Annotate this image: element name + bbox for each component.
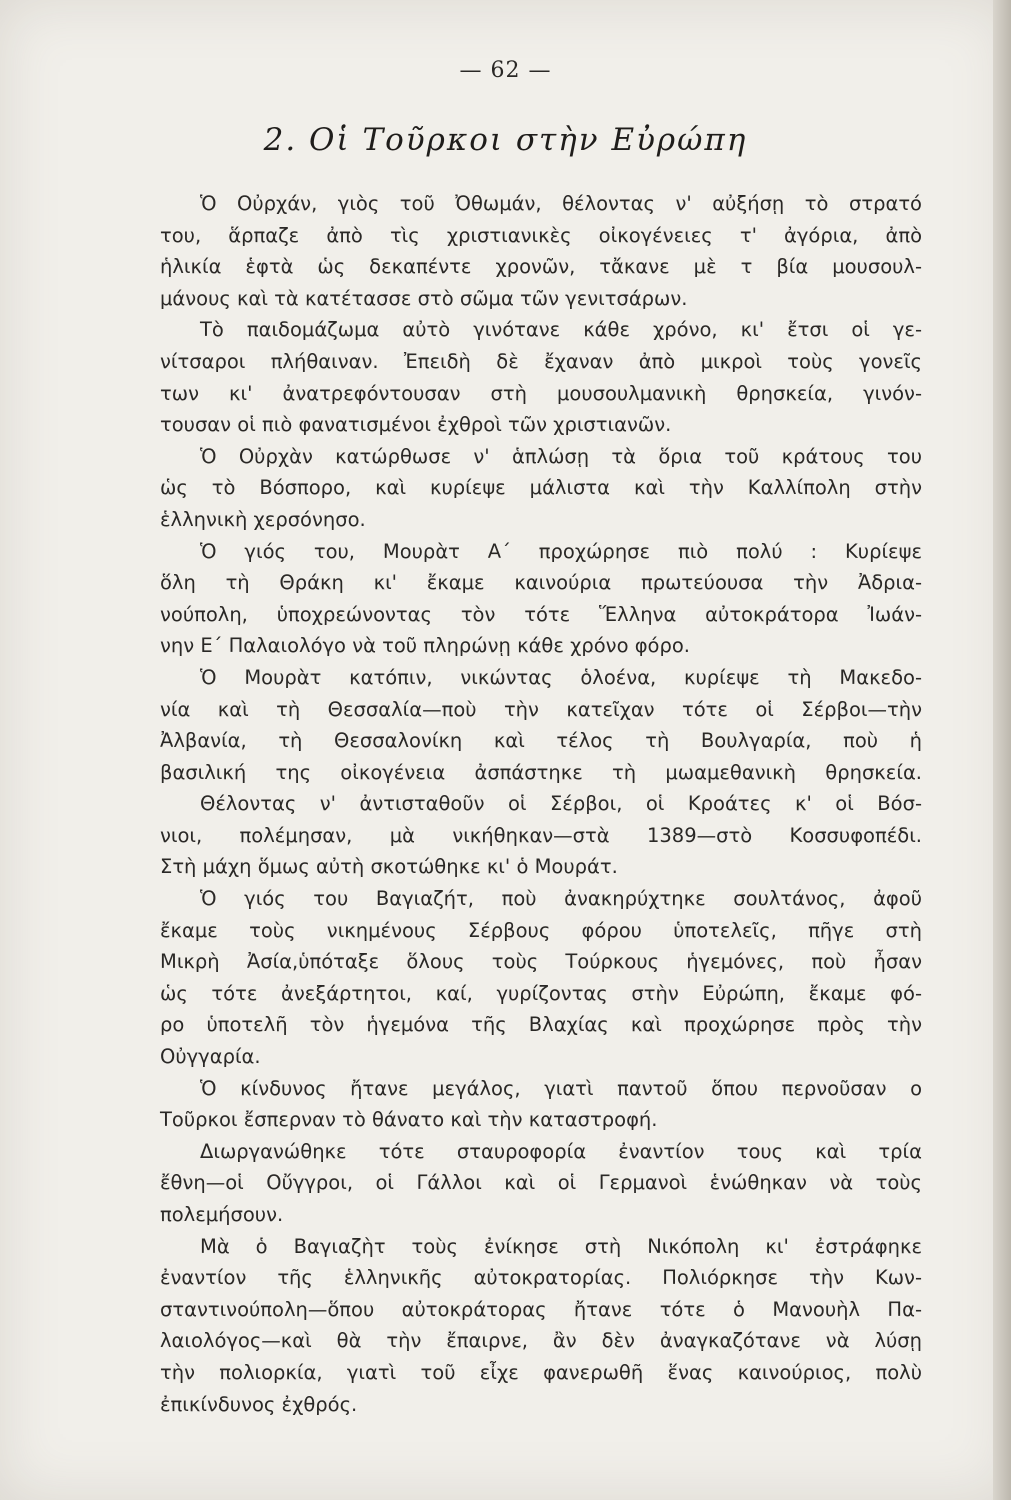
text-line: Τὸ παιδομάζωμα αὐτὸ γινότανε κάθε χρόνο, κι' ἔτσι οἱ γε- [200,318,922,342]
text-line: νην Ε΄ Παλαιολόγο νὰ τοῦ πληρώνῃ κάθε χρόνο φόρο. [160,634,690,658]
text-line: Ὁ Οὐρχάν, γιὸς τοῦ Ὀθωμάν, θέλοντας ν' αὐξήσῃ τὸ στρατό [200,192,922,215]
text-line: βασιλική της οἰκογένεια ἀσπάστηκε τὴ μωαμεθανικὴ θρησκεία. [160,760,922,784]
text-line: ἐπικίνδυνος ἐχθρός. [160,1392,358,1416]
text-line: των κι' ἀνατρεφόντουσαν στὴ μουσουλμανικὴ θρησκεία, γινόν- [160,381,922,405]
text-line: ὡς τὸ Βόσπορο, καὶ κυρίεψε μάλιστα καὶ τὴν Καλλίπολη στὴν [160,476,922,500]
text-line: ἐναντίον τῆς ἑλληνικῆς αὐτοκρατορίας. Πολιόρκησε τὴν Κων- [160,1266,922,1290]
text-line: ἑλληνικὴ χερσόνησο. [160,507,366,531]
text-line: τουσαν οἱ πιὸ φανατισμένοι ἐχθροὶ τῶν χριστιανῶν. [160,413,672,437]
text-line: Οὐγγαρία. [160,1045,261,1069]
text-line: μάνους καὶ τὰ κατέτασσε στὸ σῶμα τῶν γενιτσάρων. [160,286,688,310]
chapter-title: 2. Οἱ Τοῦρκοι στὴν Εὐρώπη [263,122,748,158]
body-text [160,188,922,1420]
text-line: ἡλικία ἑφτὰ ὡς δεκαπέντε χρονῶν, τἄκανε μὲ τ βία μουσουλ- [160,255,922,279]
text-line: Μικρὴ Ἀσία,ὑπόταξε ὅλους τοὺς Τούρκους ἡγεμόνες, ποὺ ἦσαν [160,950,922,974]
text-line: Μὰ ὁ Βαγιαζὴτ τοὺς ἐνίκησε στὴ Νικόπολη κι' ἐστράφηκε [200,1234,922,1258]
text-line: νιοι, πολέμησαν, μὰ νικήθηκαν—στὰ 1389—στὸ Κοσσυφοπέδι. [160,823,922,847]
text-line: Θέλοντας ν' ἀντισταθοῦν οἱ Σέρβοι, οἱ Κροάτες κ' οἱ Βόσ- [200,792,922,816]
text-line: Διωργανώθηκε τότε σταυροφορία ἐναντίον τους καὶ τρία [200,1139,922,1163]
text-line: σταντινούπολη—ὅπου αὐτοκράτορας ἤτανε τότε ὁ Μανουὴλ Πα- [160,1297,922,1321]
text-line: ὅλη τὴ Θράκη κι' ἔκαμε καινούρια πρωτεύουσα τὴν Ἀδρια- [160,571,922,595]
text-line: Ὁ Μουρὰτ κατόπιν, νικώντας ὁλοένα, κυρίεψε τὴ Μακεδο- [200,665,922,689]
text-line: νούπολη, ὑποχρεώνοντας τὸν τότε Ἕλληνα αὐτοκράτορα Ἰωάν- [160,602,922,626]
text-line: ἔθνη—οἱ Οὔγγροι, οἱ Γάλλοι καὶ οἱ Γερμανοὶ ἑνώθηκαν νὰ τοὺς [160,1171,922,1195]
text-line: νία καὶ τὴ Θεσσαλία—ποὺ τὴν κατεῖχαν τότε οἱ Σέρβοι—τὴν [160,697,922,721]
text-line: Ὁ Οὐρχὰν κατώρθωσε ν' ἁπλώσῃ τὰ ὅρια τοῦ κράτους του [200,444,922,468]
text-line: Ὁ γιός του, Μουρὰτ Α΄ προχώρησε πιὸ πολύ : Κυρίεψε [200,539,922,563]
text-line: πολεμήσουν. [160,1203,284,1226]
text-line: λαιολόγος—καὶ θὰ τὴν ἔπαιρνε, ἂν δὲν ἀναγκαζότανε νὰ λύσῃ [160,1329,922,1353]
page-number: — 62 — [459,58,552,83]
text-line: Ὁ γιός του Βαγιαζήτ, ποὺ ἀνακηρύχτηκε σουλτάνος, ἀφοῦ [200,887,922,911]
text-line: ρο ὑποτελῆ τὸν ἡγεμόνα τῆς Βλαχίας καὶ προχώρησε πρὸς τὴν [160,1013,922,1037]
text-line: Ἀλβανία, τὴ Θεσσαλονίκη καὶ τέλος τὴ Βουλγαρία, ποὺ ἡ [160,729,922,753]
text-line: τὴν πολιορκία, γιατὶ τοῦ εἶχε φανερωθῆ ἕνας καινούριος, πολὺ [160,1360,922,1384]
text-line: του, ἅρπαζε ἀπὸ τὶς χριστιανικὲς οἰκογένειες τ' ἀγόρια, ἀπὸ [160,223,922,247]
text-line: νίτσαροι πλήθαιναν. Ἐπειδὴ δὲ ἔχαναν ἀπὸ μικροὶ τοὺς γονεῖς [160,349,922,373]
text-line: Τοῦρκοι ἔσπερναν τὸ θάνατο καὶ τὴν καταστροφή. [160,1108,658,1132]
page-edge [993,0,1011,1500]
text-line: ἔκαμε τοὺς νικημένους Σέρβους φόρου ὑποτελεῖς, πῆγε στὴ [160,918,922,942]
text-line: ὡς τότε ἀνεξάρτητοι, καί, γυρίζοντας στὴν Εὐρώπη, ἔκαμε φό- [160,981,922,1005]
text-line: Στὴ μάχη ὅμως αὐτὴ σκοτώθηκε κι' ὁ Μουράτ. [160,855,618,879]
text-line: Ὁ κίνδυνος ἤτανε μεγάλος, γιατὶ παντοῦ ὅπου περνοῦσαν ο [200,1076,922,1100]
